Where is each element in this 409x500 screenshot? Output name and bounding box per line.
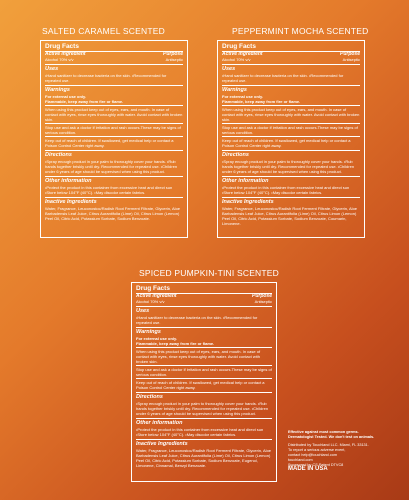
distributor: Distributed by Touchland LLC. Miami, FL 33131. <box>288 443 369 447</box>
inactive-ingredients-label: Inactive Ingredients <box>136 439 272 448</box>
purpose-value: Antiseptic <box>342 57 360 62</box>
inactive-ingredients-label: Inactive Ingredients <box>222 197 360 206</box>
warning-when-using: When using this product keep out of eyes, ears, and mouth. In case of contact with eyes, rinse eyes thoroughly with water. Avoid contact with broken skin. <box>45 107 183 122</box>
directions-text: •Spray enough product in your palm to thoroughly cover your hands. •Rub hands together briskly until dry. Recommended for repeated use. •Children under 6 years of age should be supervised when using this product. <box>136 401 269 416</box>
purpose-label: Purpose <box>339 51 360 57</box>
claim-tested: Dermatologist Tested. We don't test on animals. <box>288 435 375 439</box>
uses-label: Uses <box>45 64 183 73</box>
patent: Sponsored by CS Patent DTVC8 <box>288 463 344 467</box>
drug-facts-heading: Drug Facts <box>136 285 170 292</box>
purpose-value: Antiseptic <box>254 299 272 304</box>
active-ingredient-value: Alcohol 70% v/v <box>136 299 165 304</box>
warnings-label: Warnings <box>136 327 272 336</box>
drug-facts-heading: Drug Facts <box>222 43 256 50</box>
directions-label: Directions <box>45 150 183 159</box>
warning-children: Keep out of reach of children. If swallowed, get medical help or contact a Poison Control Center right away. <box>222 138 351 148</box>
warnings-label: Warnings <box>222 85 360 94</box>
other-information-text: •Protect the product in this container from excessive heat and direct sun •Store below 104°F (40°C). •May discolor certain fabrics. <box>222 185 350 195</box>
purpose-label: Purpose <box>251 293 272 299</box>
purpose-label: Purpose <box>162 51 183 57</box>
active-ingredient-value: Alcohol 70% v/v <box>222 57 251 62</box>
directions-label: Directions <box>222 150 360 159</box>
uses-text: •Hand sanitizer to decrease bacteria on the skin. •Recommended for repeated use. <box>45 73 167 83</box>
warning-children: Keep out of reach of children. If swallowed, get medical help or contact a Poison Control Center right away. <box>45 138 174 148</box>
made-in-usa: MADE IN USA <box>288 466 328 472</box>
active-ingredient-label: Active ingredient <box>222 51 263 57</box>
other-information-label: Other information <box>222 176 360 185</box>
inactive-ingredients-label: Inactive Ingredients <box>45 197 183 206</box>
warnings-label: Warnings <box>45 85 183 94</box>
warning-stop-use: Stop use and ask a doctor if irritation and rash occurs.These may be signs of serious condition. <box>222 125 358 135</box>
directions-text: •Spray enough product in your palm to thoroughly cover your hands. •Rub hands together briskly until dry. Recommended for repeated use. •Children under 6 years of age should be supervised when using this product. <box>222 159 355 174</box>
section-title-spiced-pumpkin-tini: SPICED PUMPKIN-TINI SCENTED <box>139 268 279 278</box>
other-information-label: Other information <box>136 418 272 427</box>
warning-flammable: Flammable, keep away from fire or flame. <box>45 99 124 104</box>
other-information-text: •Protect the product in this container from excessive heat and direct sun •Store below 104°F (40°C). •May discolor certain fabrics. <box>136 427 264 437</box>
uses-label: Uses <box>136 306 272 315</box>
claim-germs: Effective against most common germs. <box>288 430 359 434</box>
warning-external: For external use only. <box>136 336 178 341</box>
inactive-ingredients-text: Water, Fragrance, Leuconostoc/Radish Root Ferment Filtrate, Glycerin, Aloe Barbadensis Leaf Juice, Citrus Aurantifolia (Lime) Oil, Citrus Limon (Lemon) Peel Oil, Citric Acid, Potassium Sorbate, Sodium Benzoate, Coumarin, Limonene. <box>222 206 358 226</box>
website: touchland.com <box>288 458 313 462</box>
warning-flammable: Flammable, keep away from fire or flame. <box>136 341 215 346</box>
warning-external: For external use only. <box>45 94 87 99</box>
drug-facts-panel-spiced-pumpkin-tini <box>131 282 277 482</box>
inactive-ingredients-text: Water, Fragrance, Leuconostoc/Radish Root Ferment Filtrate, Glycerin, Aloe Barbadensis Leaf Juice, Citrus Aurantifolia (Lime) Oil, Citrus Limon (Lemon) Peel Oil, Citric Acid, Potassium Sorbate, Sodium Benzoate. <box>45 206 181 221</box>
warning-stop-use: Stop use and ask a doctor if irritation and rash occurs.These may be signs of serious condition. <box>136 367 272 377</box>
purpose-value: Antiseptic <box>165 57 183 62</box>
warning-when-using: When using this product keep out of eyes, ears, and mouth. In case of contact with eyes, rinse eyes thoroughly with water. Avoid contact with broken skin. <box>136 349 261 364</box>
directions-label: Directions <box>136 392 272 401</box>
uses-label: Uses <box>222 64 360 73</box>
warning-external: For external use only. <box>222 94 264 99</box>
warning-stop-use: Stop use and ask a doctor if irritation and rash occurs.These may be signs of serious condition. <box>45 125 181 135</box>
directions-text: •Spray enough product in your palm to thoroughly cover your hands. •Rub hands together briskly until dry. Recommended for repeated use. •Children under 6 years of age should be supervised when using this product. <box>45 159 178 174</box>
report-event: To report a serious adverse event, <box>288 448 346 452</box>
warning-flammable: Flammable, keep away from fire or flame. <box>222 99 301 104</box>
inactive-ingredients-text: Water, Fragrance, Leuconostoc/Radish Root Ferment Filtrate, Glycerin, Aloe Barbadensis Leaf Juice, Citrus Aurantifolia (Lime) Oil, Citrus Limon (Lemon) Peel Oil, Citric Acid, Potassium Sorbate, Sodium Benzoate, Eugenol, Limonene, Cinnamal, Benzyl Benzoate. <box>136 448 272 468</box>
active-ingredient-value: Alcohol 70% v/v <box>45 57 74 62</box>
other-information-text: •Protect the product in this container from excessive heat and direct sun •Store below 104°F (40°C). •May discolor certain fabrics. <box>45 185 173 195</box>
uses-text: •Hand sanitizer to decrease bacteria on the skin. •Recommended for repeated use. <box>222 73 344 83</box>
warning-children: Keep out of reach of children. If swallowed, get medical help or contact a Poison Control Center right away. <box>136 380 265 390</box>
active-ingredient-label: Active ingredient <box>136 293 177 299</box>
company-info <box>288 430 403 468</box>
section-title-salted-caramel: SALTED CARAMEL SCENTED <box>42 26 165 36</box>
contact-email: contact help@touchland.com <box>288 453 338 457</box>
drug-facts-panel-peppermint-mocha <box>217 40 365 238</box>
drug-facts-heading: Drug Facts <box>45 43 79 50</box>
drug-facts-panel-salted-caramel <box>40 40 188 238</box>
section-title-peppermint-mocha: PEPPERMINT MOCHA SCENTED <box>232 26 369 36</box>
warning-when-using: When using this product keep out of eyes, ears, and mouth. In case of contact with eyes, rinse eyes thoroughly with water. Avoid contact with broken skin. <box>222 107 360 122</box>
uses-text: •Hand sanitizer to decrease bacteria on the skin. •Recommended for repeated use. <box>136 315 258 325</box>
other-information-label: Other information <box>45 176 183 185</box>
active-ingredient-label: Active ingredient <box>45 51 86 57</box>
